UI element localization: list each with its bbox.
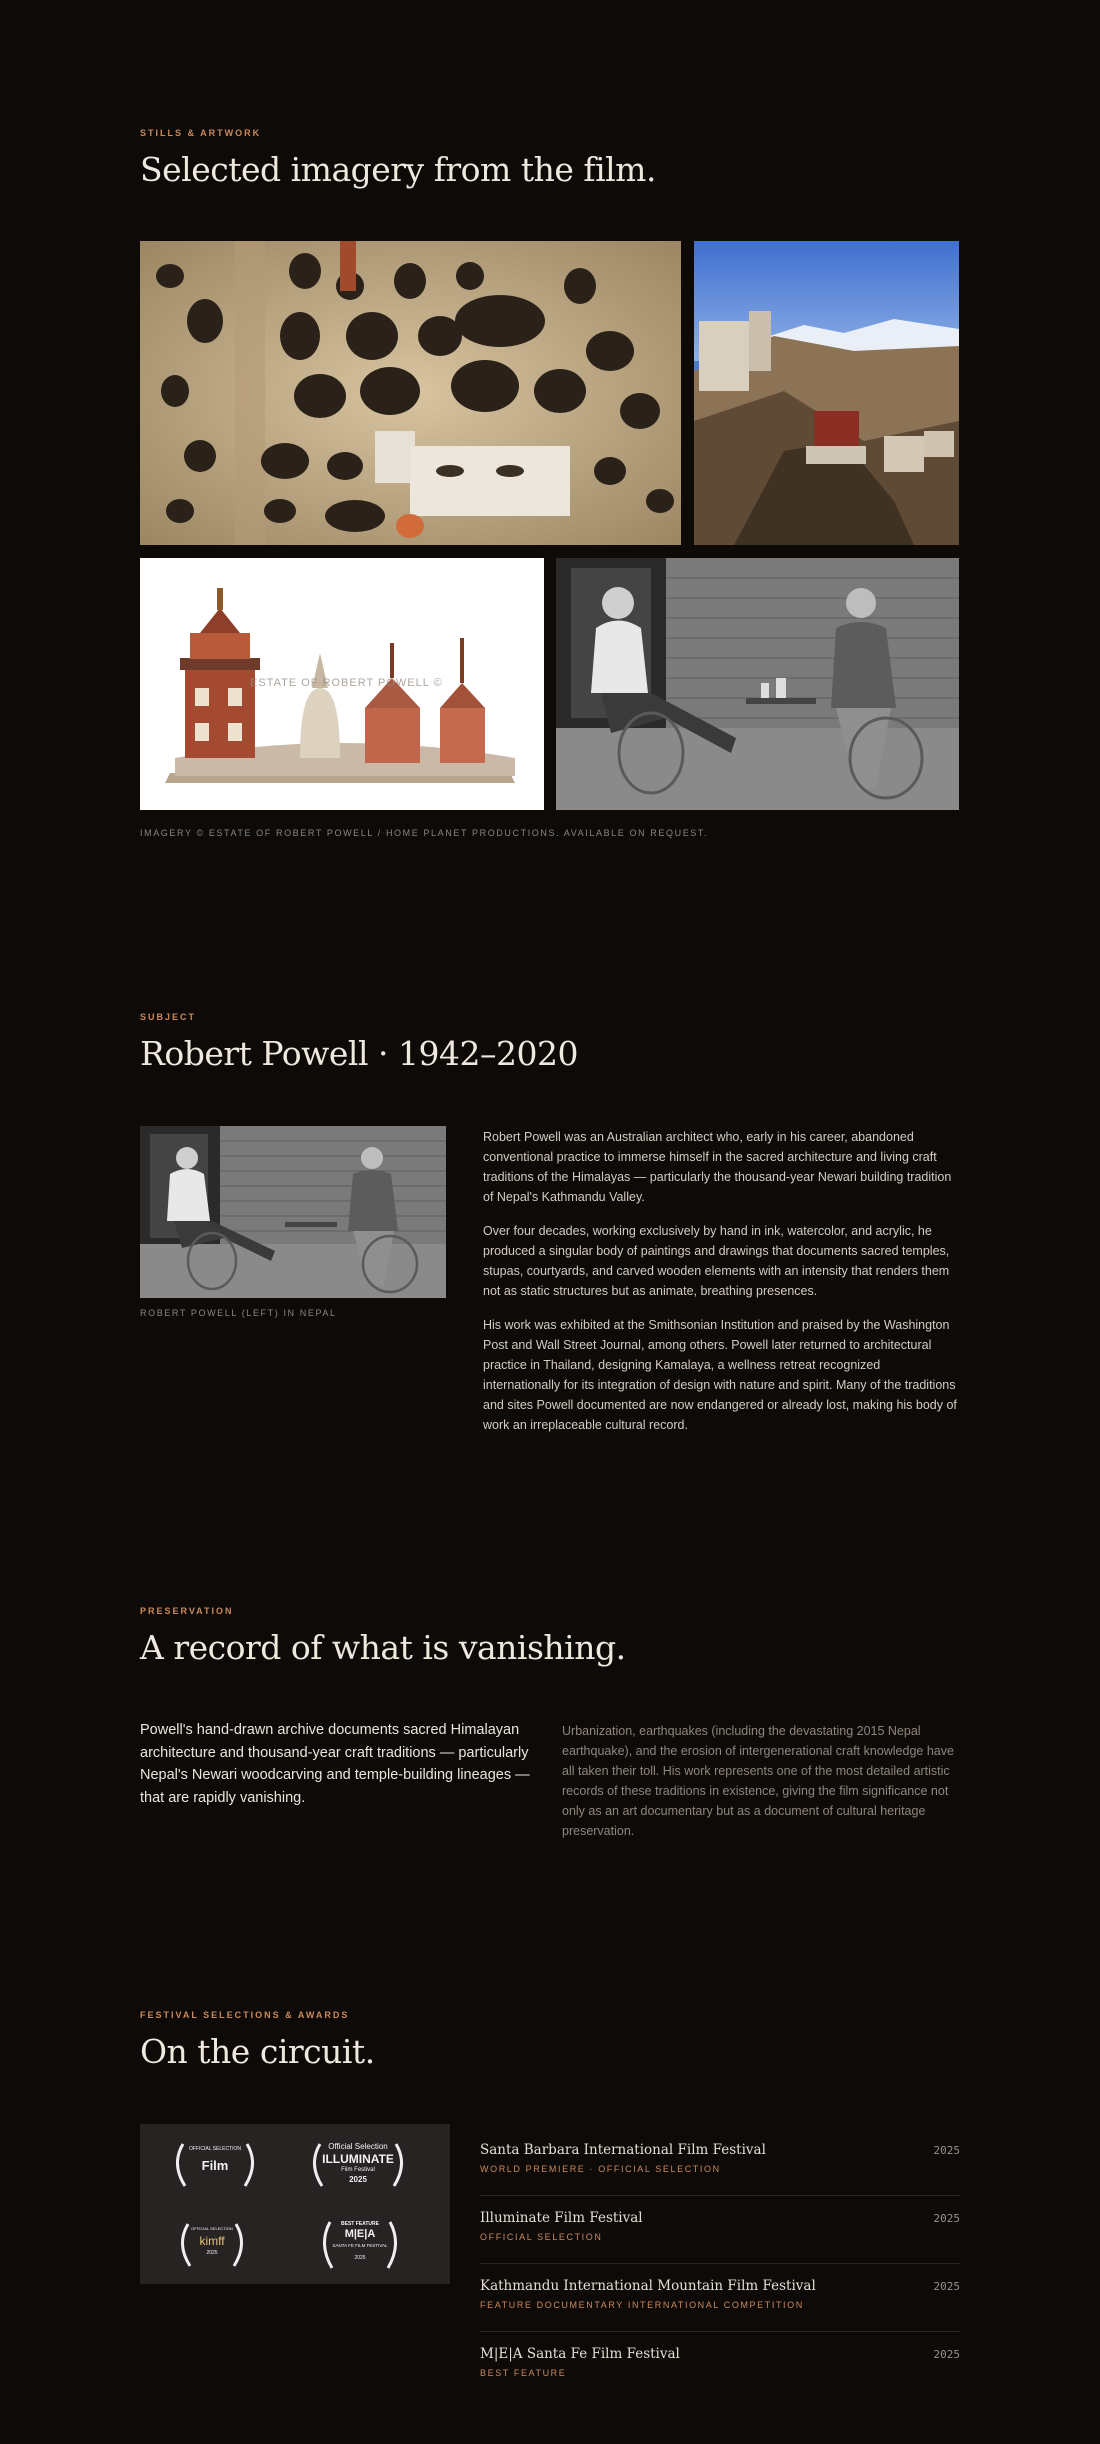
subject-kicker: SUBJECT — [140, 1012, 197, 1022]
preservation-lead: Powell's hand-drawn archive documents sacred Himalayan architecture and thousand-year craft traditions — particularly Nepal's Newari woodcarving and temple-building lineages — that are rapidly vanishing. — [140, 1722, 530, 1806]
subject-section — [140, 1012, 960, 1073]
festival-item-santa-fe[interactable] — [480, 2332, 960, 2400]
festival-item-illuminate[interactable] — [480, 2196, 960, 2264]
still-mountain-monastery[interactable] — [694, 241, 959, 545]
monastery-image — [694, 241, 959, 545]
festivals-kicker: FESTIVAL SELECTIONS & AWARDS — [140, 2010, 350, 2020]
preservation-title: A record of what is vanishing. — [140, 1628, 626, 1667]
laurel-main: M|E|A — [344, 2228, 376, 2240]
festival-award: WORLD PREMIERE · OFFICIAL SELECTION — [480, 2164, 721, 2174]
festival-name: M|E|A Santa Fe Film Festival — [480, 2346, 680, 2362]
stills-title: Selected imagery from the film. — [140, 150, 656, 189]
subject-title: Robert Powell · 1942–2020 — [140, 1034, 578, 1073]
laurel-main: ILLUMINATE — [322, 2152, 394, 2166]
laurel-top: Official Selection — [328, 2142, 388, 2151]
festival-list — [480, 2128, 960, 2418]
still-temple-painting[interactable] — [140, 558, 544, 810]
stills-kicker: STILLS & ARTWORK — [140, 128, 262, 138]
festival-award: OFFICIAL SELECTION — [480, 2232, 603, 2242]
laurel-year: 2025 — [349, 2175, 367, 2184]
laurel-top: OFFICIAL SELECTION — [191, 2226, 233, 2231]
festival-year: 2025 — [933, 2144, 960, 2157]
subject-paragraph: Robert Powell was an Australian architect who, early in his career, abandoned conventional practice to immerse himself in the sacred architecture and living craft traditions of the Himalayas — particularly the thousand-year Newari building tradition of Nepal's Kathmandu Valley. — [483, 1130, 952, 1204]
preservation-section — [140, 1606, 960, 1667]
festival-name: Santa Barbara International Film Festival — [480, 2142, 766, 2158]
laurel-top: OFFICIAL SELECTION — [188, 2146, 242, 2152]
laurel-mea-santa-fe — [310, 2214, 410, 2274]
preservation-kicker: PRESERVATION — [140, 1606, 234, 1616]
festival-item-kathmandu[interactable] — [480, 2264, 960, 2332]
subject-photo-caption: ROBERT POWELL (LEFT) IN NEPAL — [140, 1308, 337, 1318]
preservation-body: Urbanization, earthquakes (including the devastating 2015 Nepal earthquake), and the erosion of intergenerational craft knowledge have all taken their toll. His work represents one of the most detailed artistic records of these traditions in existence, giving the film significance not only as an art documentary but as a document of cultural heritage preservation. — [562, 1724, 954, 1838]
laurel-main: Film — [201, 2158, 229, 2173]
laurel-sub: Film Festival — [341, 2167, 375, 2173]
still-bw-photo[interactable] — [556, 558, 959, 810]
stills-section — [140, 128, 960, 189]
festival-name: Kathmandu International Mountain Film Festival — [480, 2278, 816, 2294]
subject-photo[interactable] — [140, 1126, 446, 1298]
subject-paragraph: Over four decades, working exclusively by hand in ink, watercolor, and acrylic, he produced a singular body of paintings and drawings that documents sacred temples, stupas, courtyards, and carved wooden elements with an intensity that renders them not as static structures but as animate, breathing presences. — [483, 1224, 950, 1298]
laurel-main: kimff — [199, 2234, 225, 2248]
festivals-title: On the circuit. — [140, 2032, 375, 2071]
festival-award: BEST FEATURE — [480, 2368, 567, 2378]
laurel-top: BEST FEATURE — [341, 2221, 379, 2227]
festival-award: FEATURE DOCUMENTARY INTERNATIONAL COMPETITION — [480, 2300, 804, 2310]
subject-photo-image — [140, 1126, 446, 1298]
laurel-official-selection — [165, 2134, 265, 2194]
temple-painting-image — [140, 558, 544, 810]
bw-photo-image — [556, 558, 959, 810]
laurel-illuminate — [308, 2134, 408, 2194]
laurel-sub: SANTA FE FILM FESTIVAL — [332, 2243, 388, 2248]
festival-year: 2025 — [933, 2212, 960, 2225]
still-cave-painting[interactable] — [140, 241, 681, 545]
festival-item-santa-barbara[interactable] — [480, 2128, 960, 2196]
painting-watermark: ESTATE OF ROBERT POWELL © — [250, 677, 443, 689]
cave-painting-image — [140, 241, 681, 545]
stills-credit: IMAGERY © ESTATE OF ROBERT POWELL / HOME PLANET PRODUCTIONS. AVAILABLE ON REQUEST. — [140, 828, 709, 838]
festival-name: Illuminate Film Festival — [480, 2210, 643, 2226]
festival-year: 2025 — [933, 2348, 960, 2361]
subject-bio — [483, 1127, 960, 1435]
laurels-panel — [140, 2124, 450, 2284]
subject-paragraph: His work was exhibited at the Smithsonian Institution and praised by the Washington Post and Wall Street Journal, among others. Powell later returned to architectural practice in Thailand, designing Kamalaya, a wellness retreat recognized internationally for its integration of design with nature and spirit. Many of the traditions and sites Powell documented are now endangered or already lost, making his body of work an irreplaceable cultural record. — [483, 1318, 957, 1432]
laurel-kimff — [162, 2214, 262, 2274]
laurel-year: 2025 — [354, 2255, 366, 2261]
festivals-section — [140, 2010, 960, 2071]
laurel-sub: 2025 — [206, 2250, 218, 2256]
festival-year: 2025 — [933, 2280, 960, 2293]
